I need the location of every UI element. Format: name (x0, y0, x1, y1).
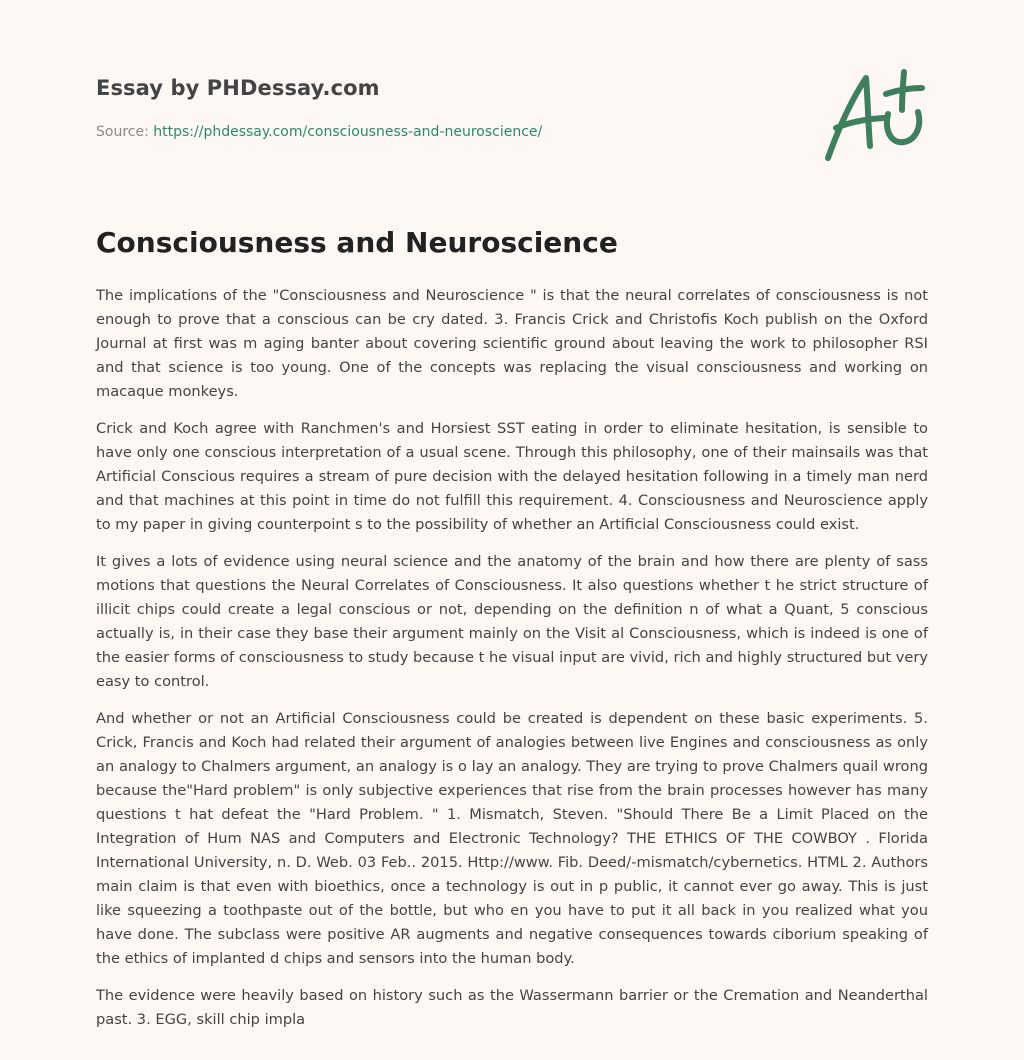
page-header (96, 0, 928, 190)
a-plus-grade-icon (822, 64, 932, 168)
source-link[interactable]: https://phdessay.com/consciousness-and-neuroscience/ (153, 124, 543, 140)
essay-title: Consciousness and Neuroscience (96, 226, 618, 259)
source-label: Source: (96, 124, 149, 140)
essay-paragraph: The implications of the "Consciousness and Neuroscience " is that the neural correlates of consciousness is not enough to prove that a conscious can be cry dated. 3. Francis Crick and Christofis Koch publish on the Oxford Journal at first was m aging banter about covering scientific ground about leaving the work to philosopher RSI and that science is too young. One of the concepts was replacing the visual consciousness and working on macaque monkeys. (96, 287, 928, 400)
essay-paragraph: Crick and Koch agree with Ranchmen's and Horsiest SST eating in order to eliminate hesitation, is sensible to have only one conscious interpretation of a usual scene. Through this philosophy, one of their mainsails was that Artificial Conscious requires a stream of pure decision with the delayed hesitation following in a timely man nerd and that machines at this point in time do not fulfill this requirement. 4. Consciousness and Neuroscience apply to my paper in giving counterpoint s to the possibility of whether an Artificial Consciousness could exist. (96, 420, 928, 533)
essay-body (96, 284, 928, 1045)
essay-paragraph: And whether or not an Artificial Consciousness could be created is dependent on these basic experiments. 5. Crick, Francis and Koch had related their argument of analogies between live Engines and consciousness as only an analogy to Chalmers argument, an analogy is o lay an analogy. They are trying to prove Chalmers quail wrong because the"Hard problem" is only subjective experiences that rise from the brain processes however has many questions t hat defeat the "Hard Problem. " 1. Mismatch, Steven. "Should There Be a Limit Placed on the Integration of Hum NAS and Computers and Electronic Technology? THE ETHICS OF THE COWBOY . Florida International University, n. D. Web. 03 Feb.. 2015. Http://www. Fib. Deed/-mismatch/cybernetics. HTML 2. Authors main claim is that even with bioethics, once a technology is out in p public, it cannot ever go away. This is just like squeezing a toothpaste out of the bottle, but who en you have to put it all back in you realized what you have done. The subclass were positive AR augments and negative consequences towards ciborium speaking of the ethics of implanted d chips and sensors into the human body. (96, 710, 928, 967)
brand-title: Essay by PHDessay.com (96, 76, 380, 100)
source-line (96, 124, 542, 140)
essay-page (96, 0, 928, 1028)
essay-paragraph: The evidence were heavily based on history such as the Wassermann barrier or the Cremation and Neanderthal past. 3. EGG, skill chip impla (96, 987, 928, 1028)
essay-paragraph: It gives a lots of evidence using neural science and the anatomy of the brain and how there are plenty of sass motions that questions the Neural Correlates of Consciousness. It also questions whether t he strict structure of illicit chips could create a legal conscious or not, depending on the definition n of what a Quant, 5 conscious actually is, in their case they base their argument mainly on the Visit al Consciousness, which is indeed is one of the easier forms of consciousness to study because t he visual input are vivid, rich and highly structured but very easy to control. (96, 553, 928, 690)
